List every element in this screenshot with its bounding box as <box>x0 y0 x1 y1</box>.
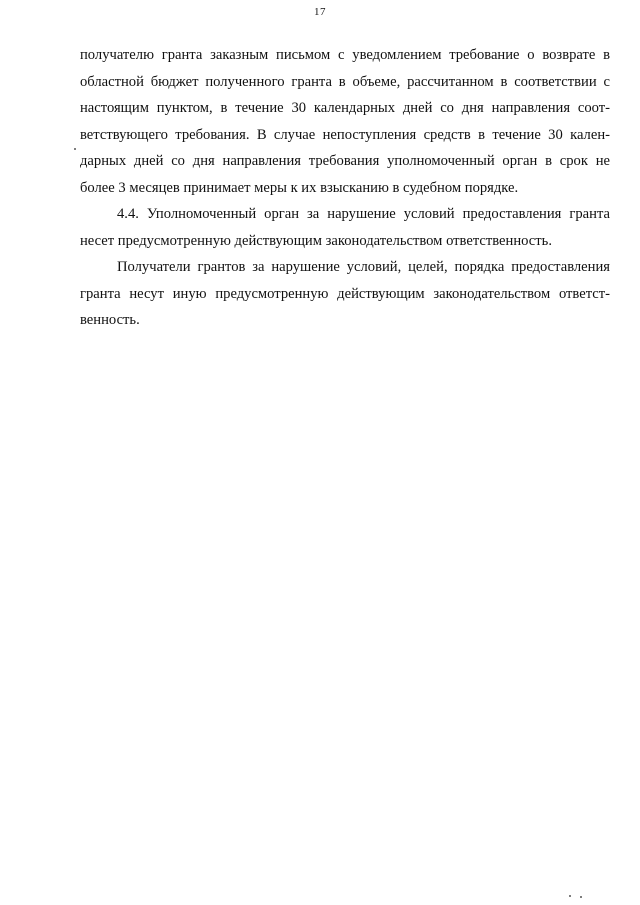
scan-speck <box>569 895 571 897</box>
text-line: ветствующего требования. В случае непоступления средств в течение 30 кален- <box>80 126 610 143</box>
text-line: более 3 месяцев принимает меры к их взысканию в судебном порядке. <box>80 179 519 196</box>
text-line: гранта несут иную предусмотренную действующим законодательством ответст- <box>80 285 610 302</box>
paragraph-grant-recipients <box>80 254 610 334</box>
text-line: Получатели грантов за нарушение условий, целей, порядка предоставления <box>117 259 610 275</box>
scan-speck <box>74 148 76 150</box>
scan-speck <box>580 896 582 898</box>
text-line: получателю гранта заказным письмом с уведомлением требование о возврате в <box>80 47 610 63</box>
text-line: дарных дней со дня направления требования уполномоченный орган в срок не <box>80 153 610 170</box>
paragraph-continuation <box>80 42 610 202</box>
text-line: областной бюджет полученного гранта в объеме, рассчитанном в соответствии с <box>80 73 610 90</box>
page-number: 17 <box>314 6 326 18</box>
paragraph-4-4 <box>80 201 610 254</box>
text-line: 4.4. Уполномоченный орган за нарушение условий предоставления гранта <box>117 206 610 222</box>
text-line: настоящим пунктом, в течение 30 календарных дней со дня направления соот- <box>80 100 610 117</box>
text-line: венность. <box>80 312 140 329</box>
text-line: несет предусмотренную действующим законодательством ответственность. <box>80 232 552 249</box>
